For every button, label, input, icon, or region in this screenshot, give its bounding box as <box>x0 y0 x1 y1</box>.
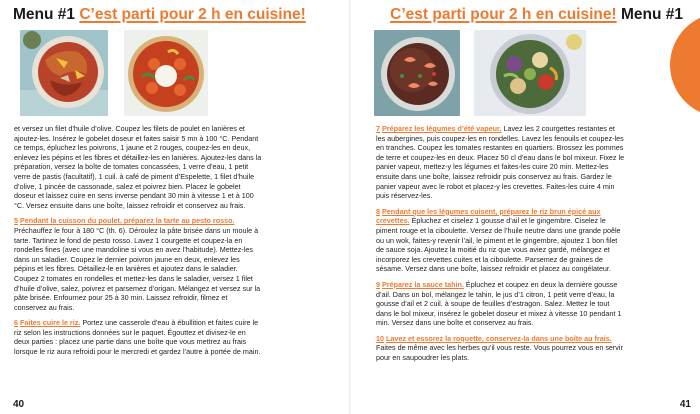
step-paragraph <box>376 334 626 363</box>
title-accent: C’est parti pour 2 h en cuisine! <box>390 6 617 23</box>
step-number: 7 <box>376 124 380 133</box>
step-title: Pendant la cuisson du poulet, préparez la tarte au pesto rosso. <box>20 216 235 226</box>
page-title-left <box>13 6 306 24</box>
step-paragraph <box>14 318 262 356</box>
right-page <box>350 0 700 414</box>
title-accent: C’est parti pour 2 h en cuisine! <box>79 6 306 23</box>
step-text: Portez une casserole d’eau à ébullition et faites cuire le riz selon les instructions données sur le paquet. Égouttez et divisez-le en deux parties : placez une partie dans une boîte que vous mettrez au frais lorsque le riz aura refroidi pour le mercredi et gardez l’autre à portée de main. <box>14 318 261 357</box>
page-title-right <box>390 6 683 24</box>
step-text: Épluchez et ciselez 1 gousse d’ail et le gingembre. Ciselez le piment rouge et la ciboulette. Versez de l’huile neutre dans une grande poêle ou un wok, faites-y revenir l’ail, le piment et le gingembre, ajoutez 1 bon filet de sauce soja. Ajoutez la moitié du riz que vous aviez gardé, mélangez et incorporez les crevettes cuites et la ciboulette. Parsemez de graines de sésame. Versez dans une boîte, laissez refroidir et placez au congélateur. <box>376 216 621 274</box>
shrimp-rice-photo <box>374 30 460 116</box>
step-paragraph <box>14 216 262 312</box>
page-number-left: 40 <box>13 399 25 410</box>
step-paragraph <box>14 124 262 210</box>
page-number-right: 41 <box>679 399 691 410</box>
step-text: Faites de même avec les herbes qu’il vous reste. Vous pourrez vous en servir pour en saupoudrer les plats. <box>376 343 623 363</box>
step-number: 8 <box>376 206 380 216</box>
step-paragraph <box>376 124 626 201</box>
recipe-steps-right <box>376 124 626 369</box>
recipe-steps-left <box>14 124 262 363</box>
step-text: Préchauffez le four à 180 °C (th. 6). Déroulez la pâte brisée dans un moule à tarte. Tartinez le fond de pesto rosso. Lavez 1 courgette et coupez-la en rondelles fines (avec une mandoline si vous en avez l’habitude). Mettez-les dans un saladier. Coupez le dernier poivron jaune en deux, enlevez les pépins et les fibres. Détaillez-le en lanières et ajoutez dans le saladier. Coupez 2 tomates en rondelles et mettez-les dans le saladier, versez 1 filet d’huile d’olive, salez, poivrez et parsemez d’origan. Mélangez et versez sur la pâte brisée. Enfournez pour 25 à 30 min. Laissez refroidir, filmez et conservez au frais. <box>14 225 261 312</box>
step-title: Préparez la sauce tahin. <box>382 279 464 289</box>
step-number: 9 <box>376 279 380 289</box>
step-number: 5 <box>14 216 18 226</box>
step-title: Pendant que les légumes cuisent, préparez le riz brun épicé aux crevettes. <box>376 206 601 226</box>
step-title: Préparez les légumes d’été vapeur. <box>382 124 502 133</box>
step-paragraph <box>376 207 626 274</box>
step-number: 10 <box>376 333 384 343</box>
step-text: et versez un filet d’huile d’olive. Coupez les filets de poulet en lanières et ajoutez-les. Insérez le gobelet doseur et faites saisir 5 mn à 100 °C. Pendant ce temps, épluchez les poivrons, 1 jaune et 2 rouges, coupez-les en deux, enlevez les pépins et les fibres et détaillez-les en lanières. Ajoutez-les dans la préparation, versez la boîte de tomates concassées, 1 verre d’eau, 1 petit verre de pastis (facultatif), 1 cuil. à café de piment d’Espelette, 1 filet d’huile d’olive, 1 pincée de cassonade, salez et poivrez bien. Placez le gobelet doseur et laissez cuire en sens inverse pendant 30 min à vitesse 1 et à 100 °C. Versez ensuite dans une boîte, laissez refroidir et conservez au frais. <box>14 124 262 210</box>
chapter-tab <box>670 13 700 117</box>
menu-label: Menu #1 <box>13 6 76 23</box>
step-paragraph <box>376 280 626 328</box>
menu-label: Menu #1 <box>620 6 683 23</box>
chicken-peppers-photo <box>20 30 108 116</box>
step-number: 6 <box>14 318 18 328</box>
tomato-tart-photo <box>124 30 208 116</box>
step-text: Lavez les 2 courgettes restantes et les aubergines, puis coupez-les en rondelles. Lavez les fenouils et coupez-les en tranches. Coupez les tomates restantes en quartiers. Brossez les pommes de terre et coupez-les en deux. Placez 50 cl d’eau dans le bol mixeur. Fixez le panier vapeur, mettez-y les légumes et faites-les cuire 20 min. Mettez-les ensuite dans une boîte, laissez refroidir puis conservez au frais. Gardez le panier vapeur avec le robot et placez-y les crevettes. Faites-les cuire 4 min puis réservez-les. <box>376 124 625 201</box>
step-title: Faites cuire le riz. <box>20 318 81 328</box>
roasted-vegetables-photo <box>474 30 586 116</box>
step-title: Lavez et essorez la roquette, conservez-la dans une boîte au frais. <box>386 333 612 343</box>
step-text: Épluchez et coupez en deux la dernière gousse d’ail. Dans un bol, mélangez le tahin, le jus d’1 citron, 1 petit verre d’eau, la gousse d’ail et 2 cuil. à soupe de feuilles d’estragon. Salez. Mettez le tout dans le bol mixeur, insérez le gobelet doseur et mixez à vitesse 10 pendant 1 min. Versez dans une boîte et conservez au frais. <box>376 279 622 328</box>
